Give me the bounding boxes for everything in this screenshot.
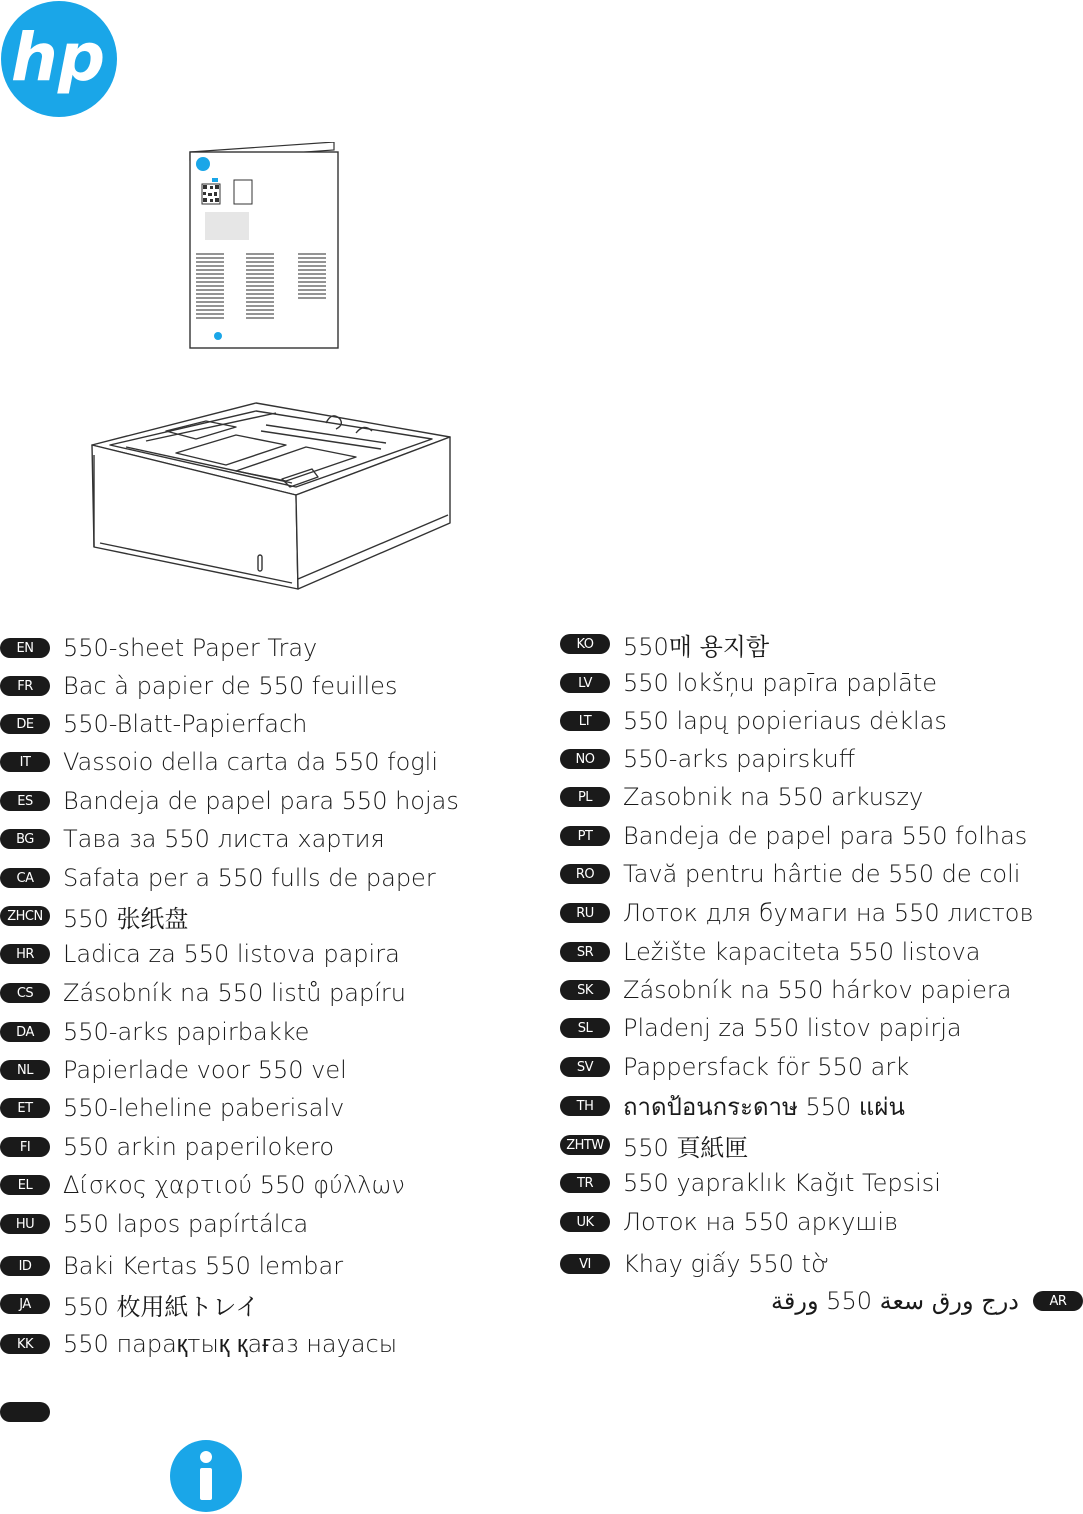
language-badge: LT bbox=[560, 711, 610, 731]
language-badge: HU bbox=[0, 1214, 50, 1234]
list-item bbox=[0, 821, 385, 857]
list-item bbox=[560, 665, 937, 701]
language-badge: NO bbox=[560, 749, 610, 769]
item-title: 550-leheline paberisalv bbox=[63, 1094, 345, 1122]
list-item bbox=[560, 741, 855, 777]
language-badge: DE bbox=[0, 714, 50, 734]
item-title: 550 张纸盘 bbox=[63, 904, 189, 933]
list-item bbox=[0, 668, 397, 704]
language-badge: ID bbox=[0, 1256, 50, 1276]
list-item bbox=[560, 626, 769, 662]
list-item bbox=[0, 1090, 344, 1126]
item-title: Лоток на 550 аркушів bbox=[623, 1208, 899, 1236]
list-item bbox=[0, 1014, 309, 1050]
item-title: ถาดป้อนกระดาษ 550 แผ่น bbox=[623, 1092, 905, 1121]
language-badge: DA bbox=[0, 1022, 50, 1042]
language-badge: RU bbox=[560, 903, 610, 923]
language-badge: IT bbox=[0, 752, 50, 772]
language-badge: FR bbox=[0, 676, 50, 696]
language-badge: VI bbox=[560, 1254, 610, 1274]
list-item bbox=[0, 860, 436, 896]
item-title: Bac à papier de 550 feuilles bbox=[63, 672, 398, 700]
item-title: 550-Blatt-Papierfach bbox=[63, 710, 308, 738]
language-badge: AR bbox=[1033, 1291, 1083, 1311]
item-title: درج ورق سعة 550 ورقة bbox=[771, 1287, 1019, 1315]
list-item bbox=[560, 972, 1012, 1008]
language-badge: NL bbox=[0, 1060, 50, 1080]
list-item bbox=[560, 934, 980, 970]
item-title: 550 lapos papírtálca bbox=[63, 1210, 309, 1238]
language-badge: LV bbox=[560, 673, 610, 693]
list-item bbox=[560, 895, 1034, 931]
item-title: Ladica za 550 listova papira bbox=[63, 940, 400, 968]
list-item bbox=[0, 975, 406, 1011]
language-badge: EN bbox=[0, 638, 50, 658]
list-item bbox=[560, 779, 923, 815]
list-item bbox=[0, 1206, 308, 1242]
item-title: Zásobník na 550 hárkov papiera bbox=[623, 976, 1012, 1004]
list-item bbox=[0, 1167, 405, 1203]
item-title: 550 lapų popieriaus dėklas bbox=[623, 707, 947, 735]
item-title: Pladenj za 550 listov papirja bbox=[623, 1014, 962, 1042]
list-item bbox=[0, 1286, 259, 1322]
list-item bbox=[560, 1127, 748, 1163]
item-title: 550 arkin paperilokero bbox=[63, 1133, 335, 1161]
list-item bbox=[560, 856, 1020, 892]
list-item bbox=[0, 630, 317, 666]
language-badge: HR bbox=[0, 944, 50, 964]
item-title: Ležište kapaciteta 550 listova bbox=[623, 938, 981, 966]
booklet-illustration bbox=[188, 142, 340, 352]
item-title: 550 lokšņu papīra paplāte bbox=[623, 669, 938, 697]
hp-logo-text: hp bbox=[10, 19, 106, 96]
list-item bbox=[560, 1165, 941, 1201]
language-badge: RO bbox=[560, 864, 610, 884]
language-badge: PL bbox=[560, 787, 610, 807]
language-badge: TR bbox=[560, 1173, 610, 1193]
item-title: 550-sheet Paper Tray bbox=[63, 634, 318, 662]
item-title: Bandeja de papel para 550 folhas bbox=[623, 822, 1028, 850]
language-badge: KK bbox=[0, 1334, 50, 1354]
item-title: Pappersfack för 550 ark bbox=[623, 1053, 910, 1081]
list-item bbox=[0, 1326, 397, 1362]
item-title: Tavă pentru hârtie de 550 de coli bbox=[623, 860, 1021, 888]
info-icon bbox=[170, 1440, 242, 1512]
item-title: Baki Kertas 550 lembar bbox=[63, 1252, 344, 1280]
item-title: 550매 용지함 bbox=[623, 632, 770, 661]
item-title: Vassoio della carta da 550 fogli bbox=[63, 748, 438, 776]
language-badge bbox=[0, 1402, 50, 1422]
item-title: Bandeja de papel para 550 hojas bbox=[63, 787, 459, 815]
language-badge: CA bbox=[0, 868, 50, 888]
item-title: Zasobnik na 550 arkuszy bbox=[623, 783, 924, 811]
language-badge: SK bbox=[560, 980, 610, 1000]
item-title: 550-arks papirskuff bbox=[623, 745, 856, 773]
item-title: Лоток для бумаги на 550 листов bbox=[623, 899, 1034, 927]
list-item bbox=[560, 1204, 898, 1240]
list-item bbox=[0, 706, 307, 742]
hp-logo-icon bbox=[0, 0, 118, 118]
list-item bbox=[560, 1088, 905, 1124]
item-title: Zásobník na 550 listů papíru bbox=[63, 979, 406, 1007]
item-title: 550 頁紙匣 bbox=[623, 1133, 749, 1162]
list-item bbox=[560, 1246, 829, 1282]
item-title: 550 枚用紙トレイ bbox=[63, 1292, 260, 1321]
list-item bbox=[0, 936, 400, 972]
item-title: Тава за 550 листа хартия bbox=[63, 825, 385, 853]
language-badge: ZHTW bbox=[560, 1135, 610, 1155]
item-title: Khay giấy 550 tờ bbox=[623, 1250, 830, 1278]
language-badge: JA bbox=[0, 1294, 50, 1314]
language-badge: SR bbox=[560, 942, 610, 962]
list-item bbox=[0, 1052, 347, 1088]
list-item bbox=[560, 703, 947, 739]
item-title: 550-arks papirbakke bbox=[63, 1018, 310, 1046]
list-item-arabic bbox=[771, 1283, 1083, 1319]
paper-tray-illustration bbox=[86, 383, 456, 591]
language-badge: TH bbox=[560, 1096, 610, 1116]
blank-language-badge bbox=[0, 1402, 50, 1426]
item-title: Δίσκος χαρτιού 550 φύλλων bbox=[63, 1171, 405, 1199]
language-badge: ET bbox=[0, 1098, 50, 1118]
language-badge: BG bbox=[0, 829, 50, 849]
item-title: Safata per a 550 fulls de paper bbox=[63, 864, 436, 892]
list-item bbox=[560, 818, 1027, 854]
language-badge: UK bbox=[560, 1212, 610, 1232]
item-title: 550 yapraklık Kağıt Tepsisi bbox=[623, 1169, 941, 1197]
language-badge: CS bbox=[0, 983, 50, 1003]
list-item bbox=[560, 1049, 909, 1085]
list-item bbox=[0, 783, 459, 819]
language-badge: PT bbox=[560, 826, 610, 846]
item-title: 550 парақтық қағаз науасы bbox=[63, 1329, 398, 1358]
language-badge: ES bbox=[0, 791, 50, 811]
language-badge: SV bbox=[560, 1057, 610, 1077]
language-badge: KO bbox=[560, 634, 610, 654]
language-badge: FI bbox=[0, 1137, 50, 1157]
list-item bbox=[560, 1010, 962, 1046]
list-item bbox=[0, 1248, 343, 1284]
language-badge: SL bbox=[560, 1018, 610, 1038]
list-item bbox=[0, 898, 188, 934]
item-title: Papierlade voor 550 vel bbox=[63, 1056, 347, 1084]
language-badge: EL bbox=[0, 1175, 50, 1195]
list-item bbox=[0, 1129, 334, 1165]
language-badge: ZHCN bbox=[0, 906, 50, 926]
list-item bbox=[0, 744, 438, 780]
